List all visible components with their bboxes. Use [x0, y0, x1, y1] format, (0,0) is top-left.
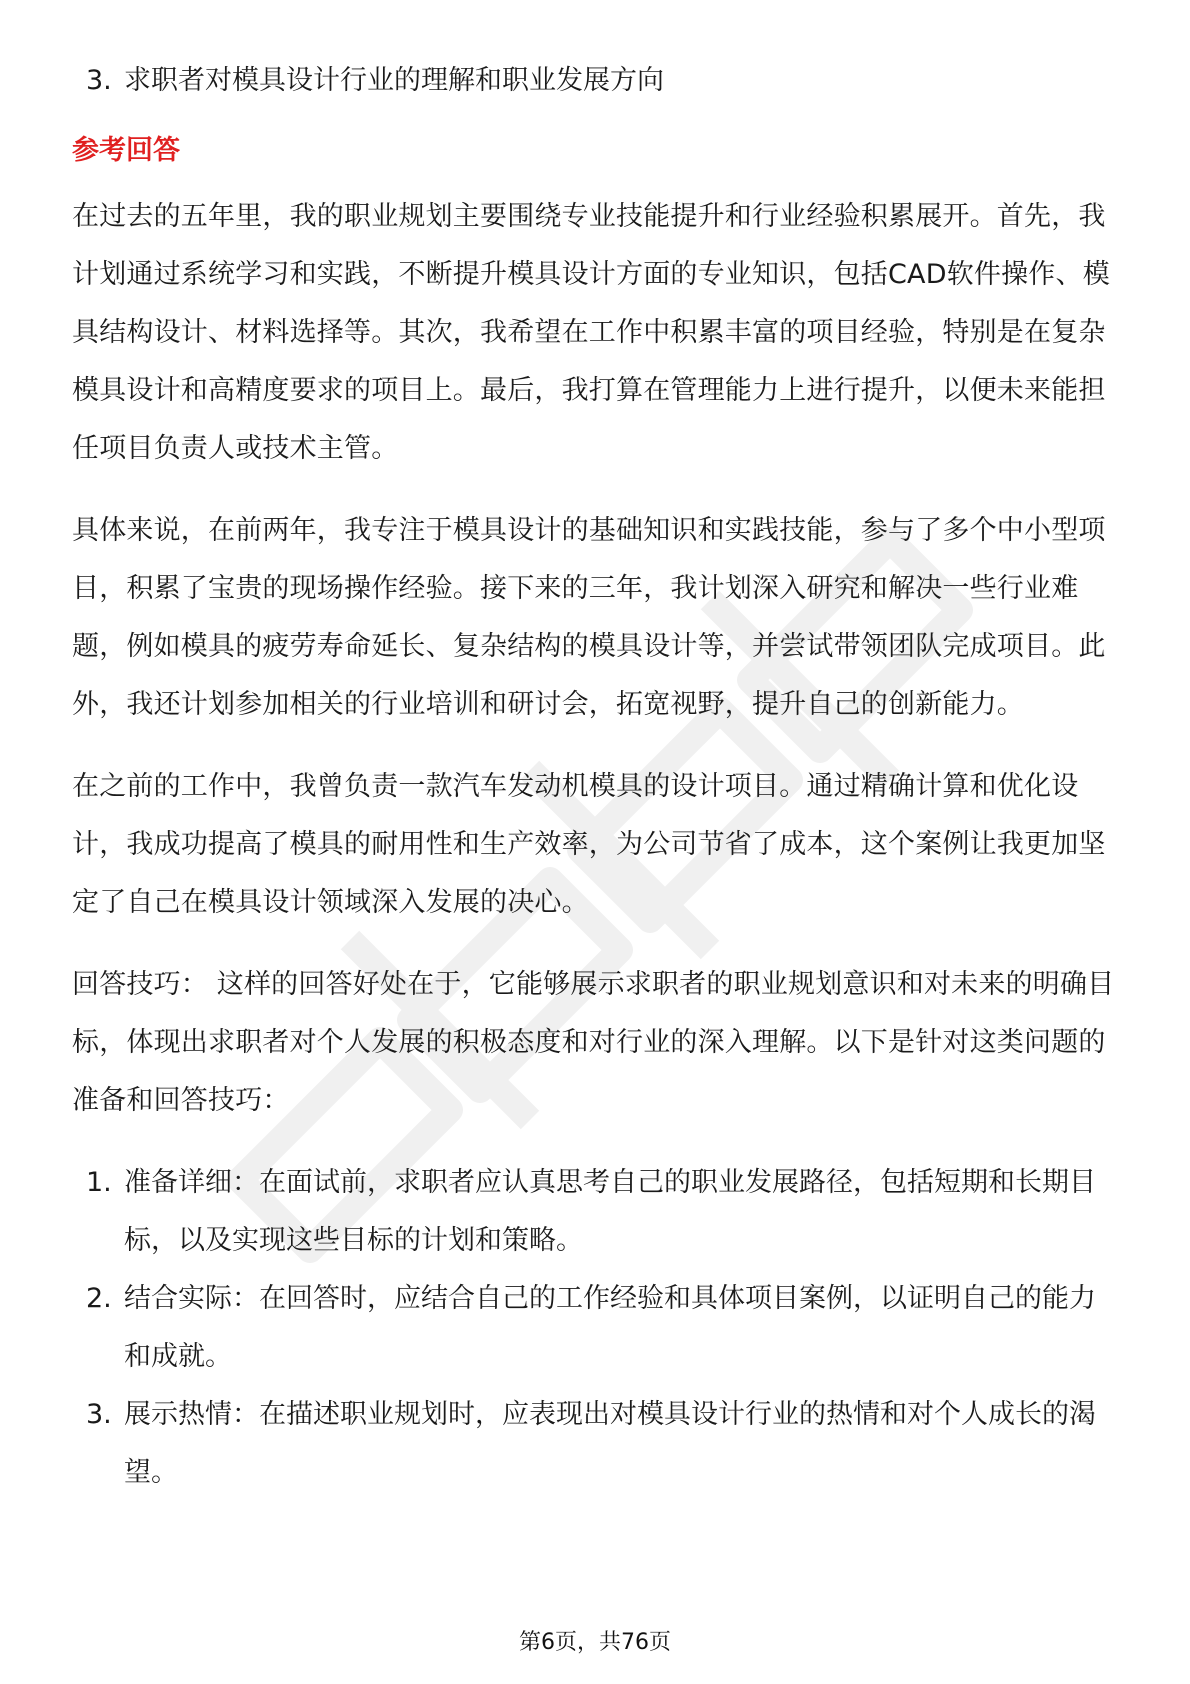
- list-item: [72, 52, 1118, 110]
- intro-numbered-list: [72, 52, 1118, 110]
- list-item: [72, 1154, 1118, 1270]
- list-item-text: 展示热情：在描述职业规划时，应表现出对模具设计行业的热情和对个人成长的渴望。: [124, 1399, 1096, 1488]
- list-item-number: 3.: [86, 65, 112, 96]
- list-item-text: 准备详细：在面试前，求职者应认真思考自己的职业发展路径，包括短期和长期目标，以及实现这些目标的计划和策略。: [124, 1167, 1096, 1256]
- list-item-number: 3.: [86, 1399, 112, 1430]
- answer-paragraph-2: 具体来说，在前两年，我专注于模具设计的基础知识和实践技能，参与了多个中小型项目，积累了宝贵的现场操作经验。接下来的三年，我计划深入研究和解决一些行业难题，例如模具的疲劳寿命延长、复杂结构的模具设计等，并尝试带领团队完成项目。此外，我还计划参加相关的行业培训和研讨会，拓宽视野，提升自己的创新能力。: [72, 515, 1106, 720]
- list-item: [72, 1386, 1118, 1502]
- list-item-text: 结合实际：在回答时，应结合自己的工作经验和具体项目案例，以证明自己的能力和成就。: [124, 1283, 1096, 1372]
- list-item-number: 1.: [86, 1167, 112, 1198]
- list-item: [72, 1270, 1118, 1386]
- tips-numbered-list: [72, 1154, 1118, 1502]
- answer-heading: 参考回答: [72, 135, 180, 166]
- list-item-text: 求职者对模具设计行业的理解和职业发展方向: [124, 65, 664, 96]
- page-number-label: 第6页，共76页: [519, 1630, 671, 1655]
- answer-tips-paragraph: 回答技巧： 这样的回答好处在于，它能够展示求职者的职业规划意识和对未来的明确目标，体现出求职者对个人发展的积极态度和对行业的深入理解。以下是针对这类问题的准备和回答技巧：: [72, 969, 1115, 1116]
- page-footer: [0, 1628, 1190, 1658]
- answer-paragraph-3: 在之前的工作中，我曾负责一款汽车发动机模具的设计项目。通过精确计算和优化设计，我成功提高了模具的耐用性和生产效率，为公司节省了成本，这个案例让我更加坚定了自己在模具设计领域深入发展的决心。: [72, 771, 1106, 918]
- answer-paragraph-1: 在过去的五年里，我的职业规划主要围绕专业技能提升和行业经验积累展开。首先，我计划通过系统学习和实践，不断提升模具设计方面的专业知识，包括CAD软件操作、模具结构设计、材料选择等。其次，我希望在工作中积累丰富的项目经验，特别是在复杂模具设计和高精度要求的项目上。最后，我打算在管理能力上进行提升，以便未来能担任项目负责人或技术主管。: [72, 201, 1110, 464]
- page-content: [72, 52, 1118, 1502]
- list-item-number: 2.: [86, 1283, 112, 1314]
